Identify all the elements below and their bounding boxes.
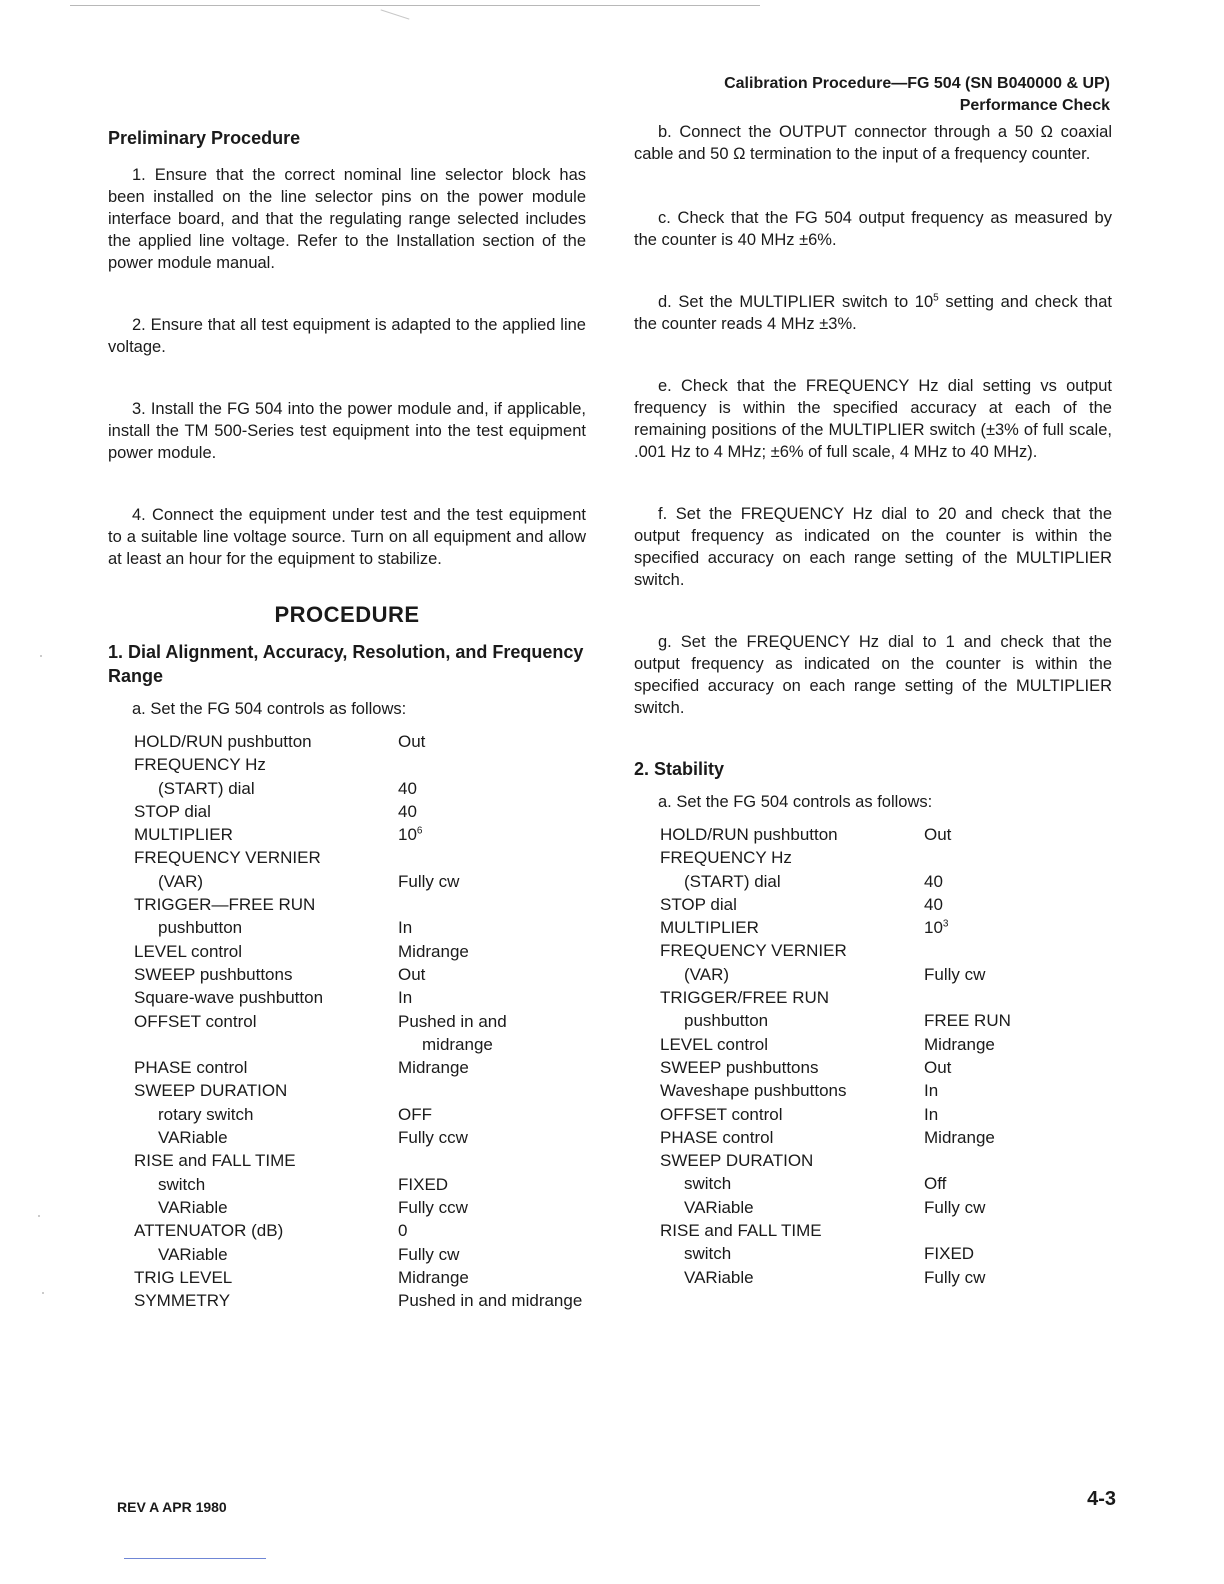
control-label: SWEEP DURATION	[660, 1151, 814, 1171]
header-subtitle: Performance Check	[959, 97, 1110, 114]
multiplier-base: 10	[924, 918, 943, 938]
control-label: FREQUENCY Hz	[134, 755, 266, 775]
control-label: STOP dial	[134, 801, 211, 821]
table-row	[660, 846, 1011, 869]
table-row	[660, 1079, 1011, 1102]
control-label: switch	[684, 1244, 732, 1264]
table-row	[660, 1242, 1011, 1265]
prelim-step-2: 2. Ensure that all test equipment is adapted to the applied line voltage.	[108, 316, 586, 356]
control-label: SWEEP DURATION	[134, 1081, 288, 1101]
control-label: RISE and FALL TIME	[660, 1221, 822, 1241]
control-label: SWEEP pushbuttons	[134, 964, 293, 984]
table-row	[660, 823, 1011, 846]
table-row	[660, 986, 1011, 1009]
control-label: TRIGGER/FREE RUN	[660, 988, 830, 1008]
table-row	[134, 1289, 582, 1312]
bottom-rule	[124, 1558, 266, 1559]
control-value: Out	[924, 825, 952, 844]
multiplier-base: 10	[398, 825, 417, 845]
control-value: Midrange	[398, 1267, 469, 1287]
table-row	[660, 1172, 1011, 1195]
control-value: In	[398, 918, 413, 938]
control-value: FIXED	[924, 1244, 975, 1264]
control-label: pushbutton	[158, 918, 243, 938]
table-row	[134, 1033, 582, 1056]
step-b: b. Connect the OUTPUT connector through a 50 Ω coaxial cable and 50 Ω termination to the input of a frequency counter.	[634, 123, 1112, 163]
table-row	[134, 1219, 582, 1242]
control-value: In	[398, 988, 413, 1008]
control-value: Fully cw	[398, 871, 460, 891]
step-d	[634, 291, 1112, 335]
control-value: OFF	[398, 1104, 432, 1124]
page-number: 4-3	[1087, 1488, 1116, 1510]
control-label: Square-wave pushbutton	[134, 988, 324, 1008]
control-label: MULTIPLIER	[660, 918, 759, 938]
prelim-step-3: 3. Install the FG 504 into the power module and, if applicable, install the TM 500-Series test equipment into the test equipment power module.	[108, 400, 586, 462]
table-row	[134, 730, 582, 753]
multiplier-exponent: 3	[942, 918, 949, 930]
control-value: Midrange	[924, 1127, 995, 1147]
table-row	[660, 1103, 1011, 1126]
control-value: Fully cw	[398, 1244, 460, 1264]
control-label: pushbutton	[684, 1011, 769, 1031]
control-label: MULTIPLIER	[134, 825, 233, 845]
control-label: SYMMETRY	[134, 1291, 231, 1311]
control-value: Midrange	[398, 1058, 469, 1078]
control-label: FREQUENCY Hz	[660, 848, 792, 868]
section-1-step-a: a. Set the FG 504 controls as follows:	[132, 700, 407, 718]
control-label: ATTENUATOR (dB)	[134, 1221, 284, 1241]
control-value: 40	[924, 894, 943, 914]
procedure-title: PROCEDURE	[274, 602, 420, 627]
control-label: SWEEP pushbuttons	[660, 1057, 819, 1077]
control-value: Midrange	[924, 1034, 995, 1054]
step-g: g. Set the FREQUENCY Hz dial to 1 and check that the output frequency as indicated on the counter is within the specified accuracy on each range setting of the MULTIPLIER switch.	[634, 633, 1112, 717]
step-c: c. Check that the FG 504 output frequency as measured by the counter is 40 MHz ±6%.	[634, 209, 1112, 249]
table-row	[134, 940, 582, 963]
control-label: HOLD/RUN pushbutton	[134, 732, 312, 751]
table-row	[660, 1056, 1011, 1079]
section-1-heading: 1. Dial Alignment, Accuracy, Resolution, and Frequency Range	[108, 642, 584, 686]
control-label: STOP dial	[660, 894, 737, 914]
control-label: switch	[684, 1174, 732, 1194]
control-value: Fully cw	[924, 1267, 986, 1287]
table-row	[134, 1056, 582, 1079]
right-column	[634, 121, 1112, 1289]
table-row	[134, 800, 582, 823]
control-label: rotary switch	[158, 1104, 254, 1124]
controls-table-2	[660, 823, 1011, 1289]
step-f: f. Set the FREQUENCY Hz dial to 20 and check that the output frequency as indicated on the counter is within the specified accuracy on each range setting of the MULTIPLIER switch.	[634, 505, 1112, 589]
control-label: PHASE control	[660, 1127, 774, 1147]
table-row	[134, 1243, 582, 1266]
top-rule	[70, 5, 760, 6]
header-title: Calibration Procedure—FG 504 (SN B040000 & UP)	[724, 75, 1110, 92]
control-value: FREE RUN	[924, 1011, 1011, 1031]
table-row	[134, 916, 582, 939]
table-row	[134, 1010, 582, 1033]
control-value: 40	[398, 778, 417, 798]
control-value: In	[924, 1081, 939, 1101]
table-row	[134, 777, 582, 800]
control-label: VARiable	[158, 1197, 228, 1217]
step-d-exponent: 5	[933, 292, 939, 304]
table-row	[660, 1009, 1011, 1032]
control-value: Out	[398, 732, 426, 751]
control-label: FREQUENCY VERNIER	[660, 941, 847, 961]
control-label: VARiable	[158, 1128, 228, 1148]
table-row	[134, 823, 582, 846]
table-row	[660, 939, 1011, 962]
table-row	[134, 846, 582, 869]
revision-date: REV A APR 1980	[117, 1499, 227, 1515]
table-row	[134, 1079, 582, 1102]
control-value: 40	[924, 871, 943, 891]
control-value: Midrange	[398, 941, 469, 961]
multiplier-exponent: 6	[416, 825, 423, 837]
control-value: Fully ccw	[398, 1128, 468, 1148]
control-value: In	[924, 1104, 939, 1124]
left-column	[108, 126, 586, 1312]
control-value: Off	[924, 1174, 947, 1194]
control-label: VARiable	[684, 1197, 754, 1217]
control-label: TRIG LEVEL	[134, 1267, 233, 1287]
control-value: Fully ccw	[398, 1197, 468, 1217]
table-row	[134, 1266, 582, 1289]
table-row	[660, 870, 1011, 893]
control-label: OFFSET control	[134, 1011, 257, 1031]
control-label: switch	[158, 1174, 206, 1194]
table-row	[134, 1103, 582, 1126]
table-row	[134, 893, 582, 916]
control-label: Waveshape pushbuttons	[660, 1081, 847, 1101]
control-value: FIXED	[398, 1174, 449, 1194]
table-row	[660, 916, 1011, 939]
step-d-text: d. Set the MULTIPLIER switch to 10	[658, 293, 934, 311]
table-row	[134, 753, 582, 776]
control-label: RISE and FALL TIME	[134, 1151, 296, 1171]
control-value: Fully cw	[924, 1197, 986, 1217]
margin-dot	[40, 655, 42, 657]
section-2-heading: 2. Stability	[634, 759, 725, 779]
control-label: LEVEL control	[134, 941, 243, 961]
table-row	[134, 963, 582, 986]
table-row	[134, 1173, 582, 1196]
table-row	[134, 986, 582, 1009]
table-row	[660, 1149, 1011, 1172]
control-label: (START) dial	[158, 778, 255, 798]
control-label: LEVEL control	[660, 1034, 769, 1054]
preliminary-heading: Preliminary Procedure	[108, 128, 301, 148]
table-row	[660, 893, 1011, 916]
table-row	[660, 1266, 1011, 1289]
table-row	[660, 1033, 1011, 1056]
control-value: Pushed in and midrange	[398, 1291, 583, 1311]
controls-table-1	[134, 730, 582, 1312]
top-rule-mark	[381, 9, 410, 19]
table-row	[660, 1196, 1011, 1219]
margin-dot	[38, 1215, 40, 1217]
control-label: VARiable	[684, 1267, 754, 1287]
control-value: 40	[398, 801, 417, 821]
control-label: (VAR)	[684, 964, 730, 984]
table-row	[660, 1126, 1011, 1149]
control-value	[924, 916, 1011, 939]
control-value: 0	[398, 1221, 408, 1241]
control-value: midrange	[422, 1034, 493, 1054]
table-row	[134, 1149, 582, 1172]
table-row	[134, 870, 582, 893]
step-e: e. Check that the FREQUENCY Hz dial setting vs output frequency is within the specified accuracy at each of the remaining positions of the MULTIPLIER switch (±3% of full scale, .001 Hz to 4 MHz; ±6% of full scale, 4 MHz to 40 MHz).	[634, 377, 1112, 461]
table-row	[660, 1219, 1011, 1242]
table-row	[660, 963, 1011, 986]
page-header	[724, 73, 1110, 117]
control-label: VARiable	[158, 1244, 228, 1264]
table-row	[134, 1196, 582, 1219]
control-label: PHASE control	[134, 1058, 248, 1078]
prelim-step-1: 1. Ensure that the correct nominal line selector block has been installed on the line selector pins on the power module interface board, and that the regulating range selected includes the applied line voltage. Refer to the Installation section of the power module manual.	[108, 166, 586, 272]
control-value: Out	[924, 1057, 952, 1077]
margin-dot	[42, 1292, 44, 1294]
control-value	[398, 823, 582, 846]
control-value: Out	[398, 964, 426, 984]
control-label: FREQUENCY VERNIER	[134, 848, 321, 868]
table-row	[134, 1126, 582, 1149]
section-2-step-a: a. Set the FG 504 controls as follows:	[658, 793, 933, 811]
control-label: TRIGGER—FREE RUN	[134, 895, 316, 915]
control-label: OFFSET control	[660, 1104, 783, 1124]
prelim-step-4: 4. Connect the equipment under test and the test equipment to a suitable line voltage source. Turn on all equipment and allow at least an hour for the equipment to stabilize.	[108, 506, 586, 568]
control-label: (START) dial	[684, 871, 781, 891]
control-label: (VAR)	[158, 871, 204, 891]
control-label: HOLD/RUN pushbutton	[660, 825, 838, 844]
control-value: Fully cw	[924, 964, 986, 984]
step-d-text-end: setting and check that the counter reads 4 MHz ±3%.	[634, 293, 1112, 333]
control-value: Pushed in and	[398, 1011, 507, 1031]
